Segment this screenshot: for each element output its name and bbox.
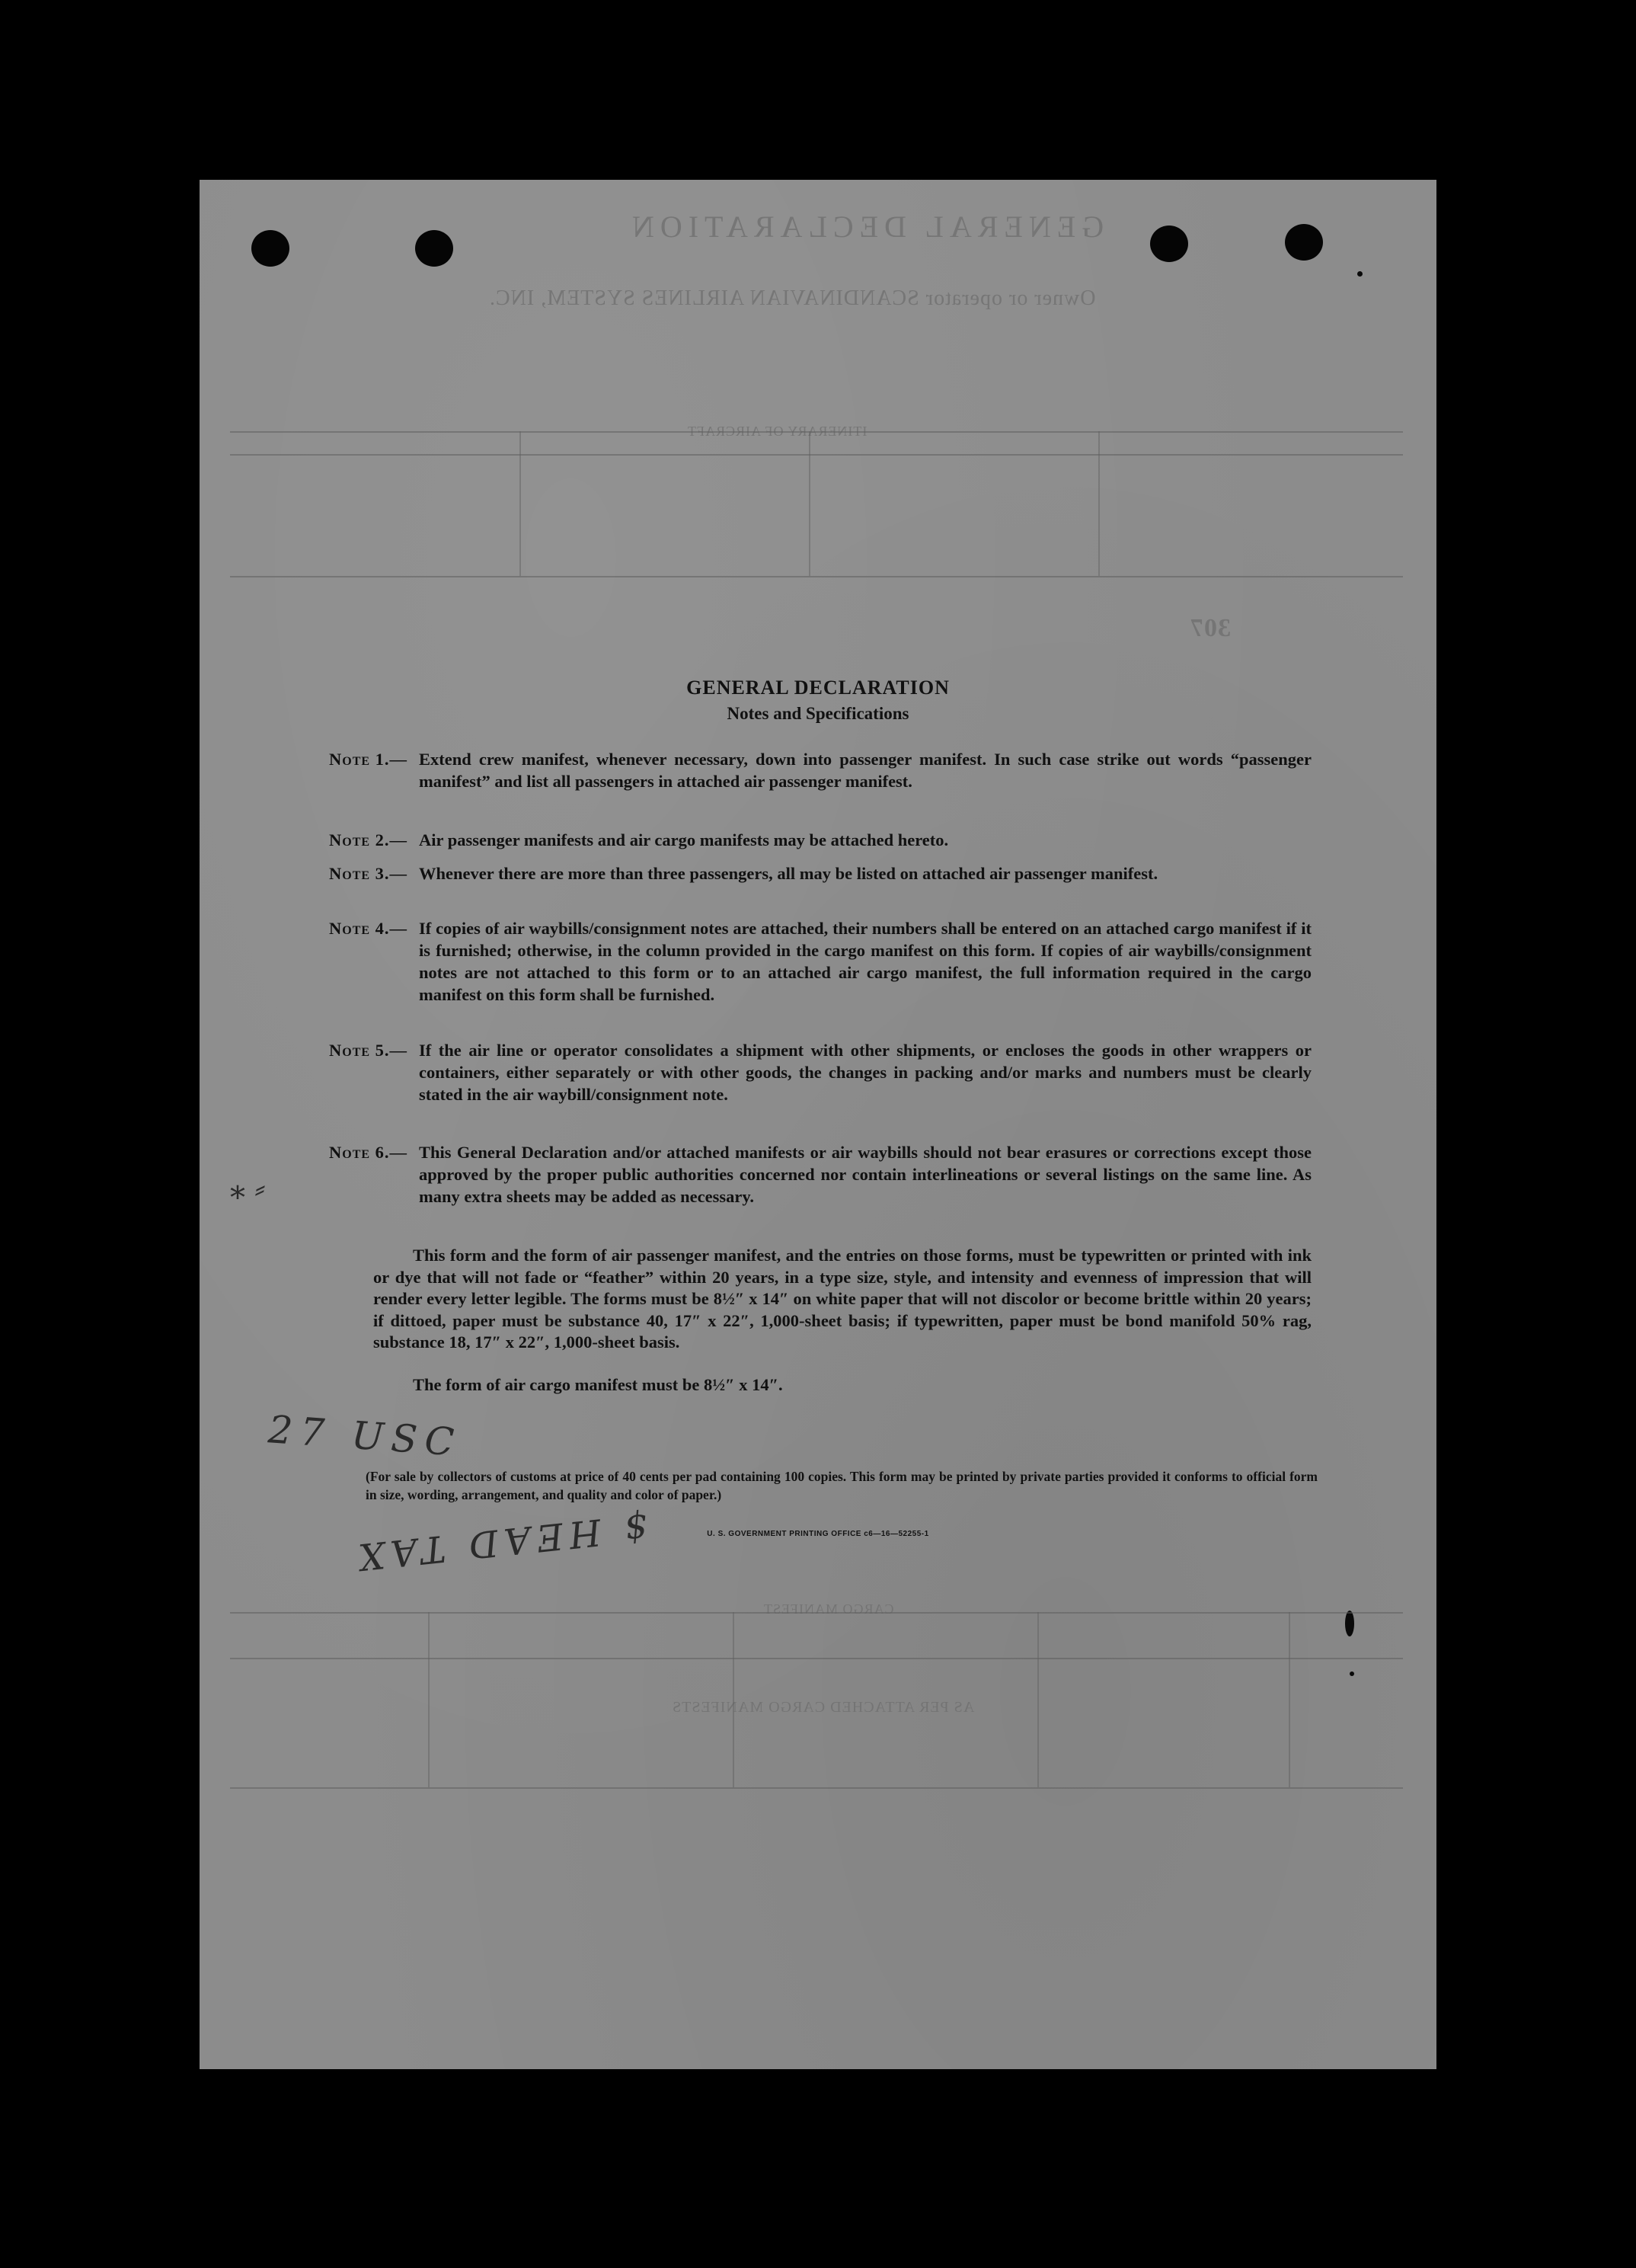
note-text: Air passenger manifests and air cargo manifests may be attached hereto. — [419, 830, 949, 849]
ghost-rule — [230, 1612, 1403, 1614]
ink-dot — [1350, 1671, 1354, 1676]
document-page — [200, 180, 1436, 2069]
ghost-vrule — [733, 1612, 734, 1787]
punch-hole-left-1 — [251, 230, 289, 267]
ghost-rule — [230, 1787, 1403, 1789]
ghost-rule — [230, 576, 1403, 577]
note-text: Whenever there are more than three passengers, all may be listed on attached air passenger manifest. — [419, 864, 1158, 883]
bleed-through-cargo: CARGO MANIFEST — [763, 1601, 894, 1617]
form-specifications-paragraph: This form and the form of air passenger manifest, and the entries on those forms, must be typewritten or printed with ink or dye that will not fade or “feather” within 20 years, in a type size, style, and intensity and evenness of impression that will render every letter legible. The forms must be 8½″ x 14″ on white paper that will not discolor or become brittle within 20 years; if dittoed, paper must be substance 40, 17″ x 22″, 1,000-sheet basis; if typewritten, paper must be bond manifold 50% rag, substance 18, 17″ x 22″, 1,000-sheet basis. — [373, 1246, 1312, 1352]
note-4 — [329, 917, 1312, 1006]
ink-mark — [1345, 1611, 1354, 1636]
ghost-vrule — [809, 431, 810, 576]
ghost-vrule — [1289, 1612, 1290, 1787]
ghost-rule — [230, 454, 1403, 456]
note-text: If the air line or operator consolidates a shipment with other shipments, or encloses the goods in other wrappers or containers, either separately or with other goods, the changes in packing and/or marks and numbers must be clearly stated in the air waybill/consignment note. — [419, 1041, 1312, 1104]
punch-hole-right-1 — [1150, 226, 1188, 262]
cargo-manifest-size-line: The form of air cargo manifest must be 8½″ x 14″. — [413, 1375, 783, 1394]
note-text: Extend crew manifest, whenever necessary, down into passenger manifest. In such case strike out words “passenger manifest” and list all passengers in attached air passenger manifest. — [419, 750, 1312, 791]
handwritten-citation: 27 USC — [267, 1407, 463, 1465]
sale-note: (For sale by collectors of customs at price of 40 cents per pad containing 100 copies. This form may be printed by private parties provided it conforms to official form in size, wording, arrangement, and quality and color of paper.) — [366, 1469, 1318, 1502]
bleed-through-heading: GENERAL DECLARATION — [626, 210, 1104, 244]
punch-hole-right-2 — [1285, 224, 1323, 261]
note-text: This General Declaration and/or attached manifests or air waybills should not bear erasures or corrections except those approved by the proper public authorities concerned nor contain interlineations or several listings on the same line. As many extra sheets may be added as necessary. — [419, 1143, 1312, 1206]
ghost-rule — [230, 1658, 1403, 1659]
ghost-vrule — [428, 1612, 430, 1787]
note-label: Note 5.— — [329, 1041, 408, 1060]
note-label: Note 1.— — [329, 750, 408, 769]
handwritten-scribble: ⁎ ⸗ — [230, 1171, 266, 1206]
bleed-through-number: 307 — [1190, 614, 1231, 642]
handwritten-head-tax: $ HEAD TAX — [350, 1505, 650, 1579]
page-subtitle: Notes and Specifications — [727, 704, 909, 723]
note-label: Note 3.— — [329, 864, 408, 883]
bleed-through-itinerary: ITINERARY OF AIRCRAFT — [687, 424, 868, 439]
note-6 — [329, 1141, 1312, 1208]
punch-hole-left-2 — [415, 230, 453, 267]
ghost-vrule — [519, 431, 521, 576]
note-label: Note 6.— — [329, 1143, 408, 1162]
note-text: If copies of air waybills/consignment notes are attached, their numbers shall be entered on an attached cargo manifest if it is furnished; otherwise, in the column provided in the cargo manifest on this form. If copies of air waybills/consignment notes are not attached to this form or to an attached air cargo manifest, the full information required in the cargo manifest on this form shall be furnished. — [419, 919, 1312, 1004]
ghost-vrule — [1098, 431, 1100, 576]
note-3 — [329, 862, 1312, 884]
ink-dot — [1357, 271, 1363, 277]
note-5 — [329, 1039, 1312, 1105]
page-title: GENERAL DECLARATION — [686, 677, 950, 699]
note-label: Note 4.— — [329, 919, 408, 938]
ghost-vrule — [1037, 1612, 1039, 1787]
ghost-rule — [230, 431, 1403, 433]
note-label: Note 2.— — [329, 830, 408, 849]
note-2 — [329, 829, 1312, 851]
printing-office-line: U. S. GOVERNMENT PRINTING OFFICE c6—16—52255-1 — [707, 1530, 929, 1538]
note-1 — [329, 748, 1312, 792]
bleed-through-attached: AS PER ATTACHED CARGO MANIFESTS — [672, 1699, 975, 1716]
bleed-through-operator: Owner or operator SCANDINAVIAN AIRLINES SYSTEM, INC. — [489, 286, 1096, 310]
